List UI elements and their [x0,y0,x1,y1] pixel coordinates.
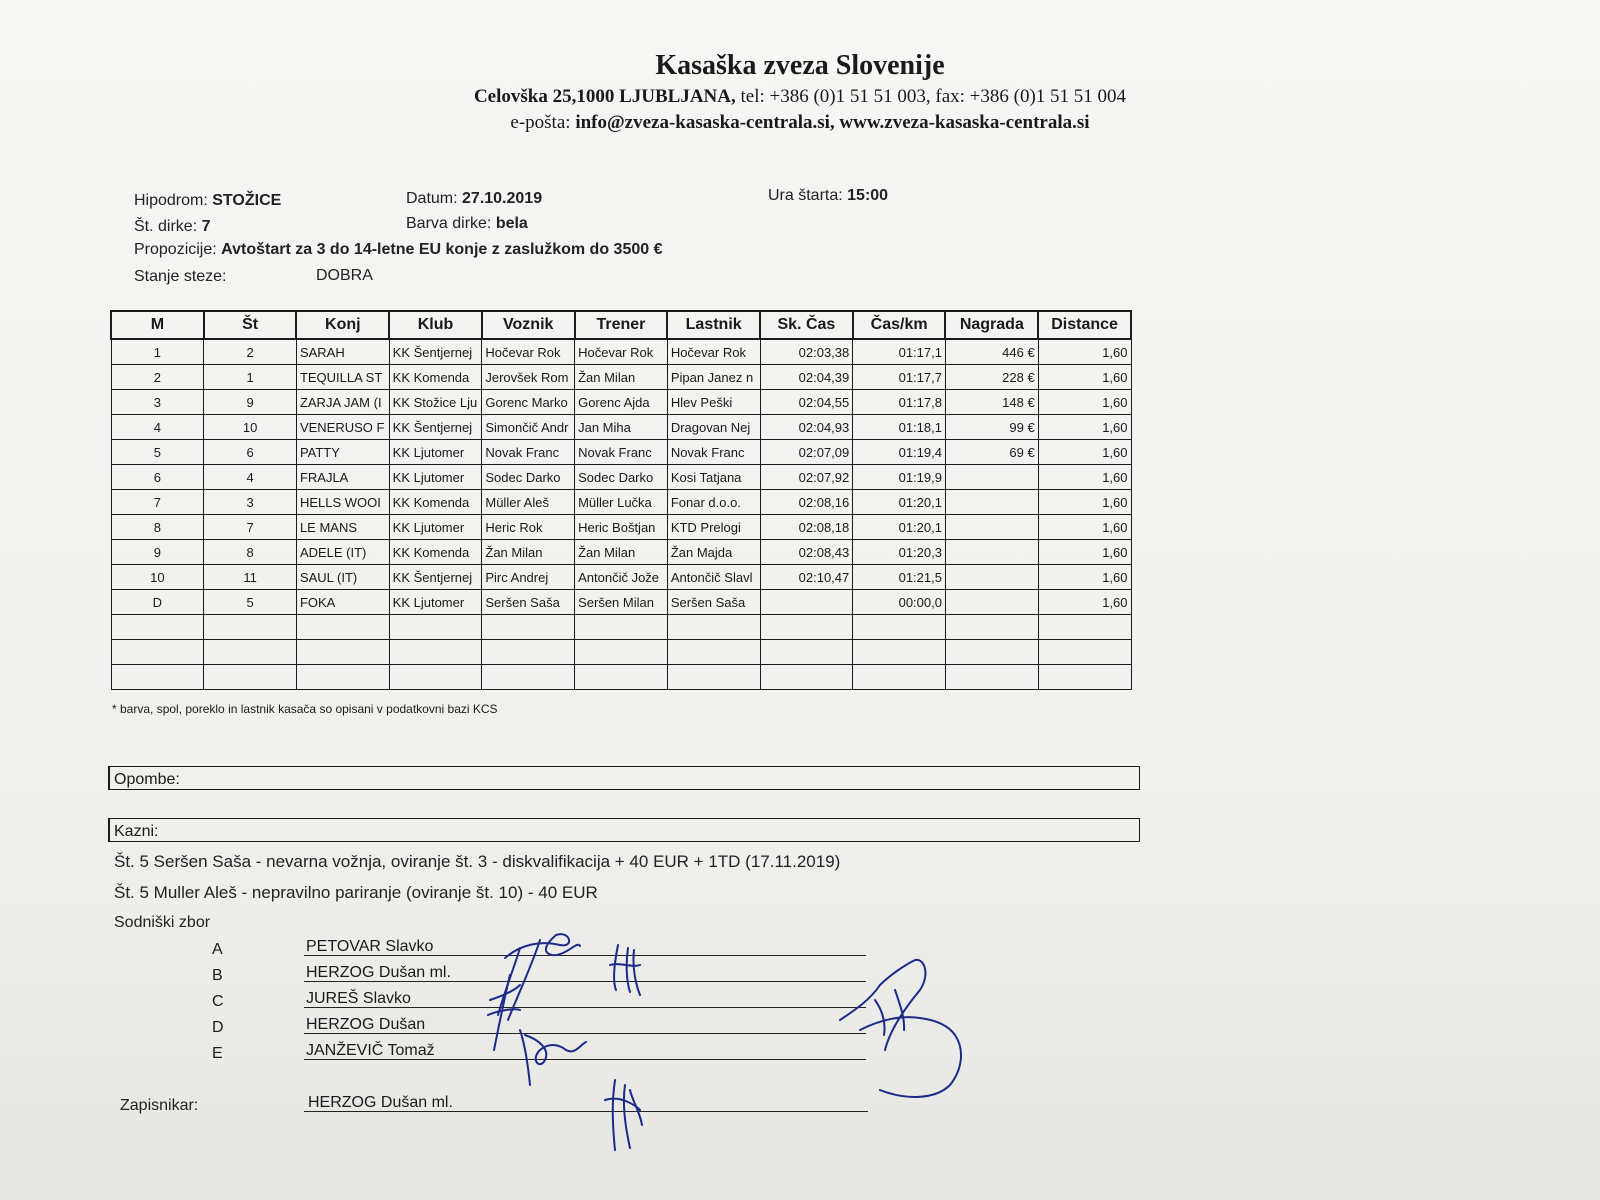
table-cell: 01:21,5 [853,565,946,590]
table-cell: 1,60 [1038,590,1131,615]
table-cell: 148 € [945,390,1038,415]
judge-name-a: PETOVAR Slavko [306,938,434,955]
table-cell: 10 [111,565,204,590]
table-cell: 01:19,9 [853,465,946,490]
table-cell: KK Šentjernej [389,565,482,590]
table-cell: Antončič Slavl [667,565,760,590]
table-cell: Pirc Andrej [482,565,575,590]
column-header: Klub [389,311,482,339]
table-cell: Seršen Saša [667,590,760,615]
table-cell: Seršen Milan [575,590,668,615]
signature-d [520,1030,586,1085]
table-cell: 5 [111,440,204,465]
table-cell: 1,60 [1038,415,1131,440]
table-cell: 3 [204,490,297,515]
table-cell: Žan Milan [575,540,668,565]
opombe-label: Opombe: [114,771,180,788]
table-cell: Müller Aleš [482,490,575,515]
table-cell: LE MANS [296,515,389,540]
email-label: e-pošta: [510,112,576,133]
table-cell: Simončič Andr [482,415,575,440]
table-cell: ADELE (IT) [296,540,389,565]
meta-stanje-label: Stanje steze: [134,268,227,285]
meta-stanje-value: DOBRA [316,267,373,284]
penalty-2: Št. 5 Muller Aleš - nepravilno pariranje (oviranje št. 10) - 40 EUR [114,883,598,902]
table-cell: 1,60 [1038,490,1131,515]
column-header: Voznik [482,311,575,339]
table-cell: 1,60 [1038,540,1131,565]
table-cell: 01:17,8 [853,390,946,415]
table-cell: VENERUSO F [296,415,389,440]
table-cell: Jan Miha [575,415,668,440]
column-header: M [111,311,204,339]
column-header: Sk. Čas [760,311,853,339]
table-cell: 1,60 [1038,390,1131,415]
table-cell: Novak Franc [667,440,760,465]
signature-recorder [605,1080,642,1150]
table-cell: Müller Lučka [575,490,668,515]
table-cell: 01:17,1 [853,339,946,365]
column-header: Nagrada [945,311,1038,339]
table-cell: Gorenc Marko [482,390,575,415]
propozicije-value: Avtoštart za 3 do 14-letne EU konje z zaslužkom do 3500 € [221,241,663,258]
table-cell: Novak Franc [575,440,668,465]
table-cell: 228 € [945,365,1038,390]
table-cell: 1,60 [1038,365,1131,390]
table-cell: FRAJLA [296,465,389,490]
table-cell: 1,60 [1038,565,1131,590]
table-cell: 446 € [945,339,1038,365]
column-header: Št [204,311,297,339]
table-cell: 2 [204,339,297,365]
table-cell: 1,60 [1038,465,1131,490]
judge-name-c: JUREŠ Slavko [306,990,411,1007]
table-cell: 99 € [945,415,1038,440]
table-cell: 02:07,92 [760,465,853,490]
table-cell: HELLS WOOI [296,490,389,515]
judge-letter-a: A [212,941,223,958]
column-header: Trener [575,311,668,339]
table-cell: 1,60 [1038,515,1131,540]
table-cell: 4 [111,415,204,440]
table-cell: 8 [204,540,297,565]
table-cell: Novak Franc [482,440,575,465]
table-cell: 1 [111,339,204,365]
table-cell: 6 [111,465,204,490]
table-cell: 11 [204,565,297,590]
table-cell: Hočevar Rok [667,339,760,365]
judge-name-e: JANŽEVIČ Tomaž [306,1042,435,1059]
footnote: * barva, spol, poreklo in lastnik kasača so opisani v podatkovni bazi KCS [112,702,498,716]
table-cell: PATTY [296,440,389,465]
table-cell: KK Šentjernej [389,339,482,365]
ura-value: 15:00 [847,187,889,204]
table-cell: Antončič Jože [575,565,668,590]
table-cell: Žan Majda [667,540,760,565]
table-cell: KK Ljutomer [389,515,482,540]
table-cell: 3 [111,390,204,415]
table-cell: KK Ljutomer [389,590,482,615]
address-contacts: tel: +386 (0)1 51 51 003, fax: +386 (0)1 51 51 004 [735,86,1127,107]
column-header: Lastnik [667,311,760,339]
table-cell: SARAH [296,339,389,365]
table-cell: KK Ljutomer [389,465,482,490]
hipodrom-label: Hipodrom: [134,192,213,209]
table-cell: 01:20,1 [853,490,946,515]
table-cell: 10 [204,415,297,440]
propozicije-label: Propozicije: [134,241,222,258]
table-cell: 02:08,16 [760,490,853,515]
table-cell: KK Ljutomer [389,440,482,465]
datum-value: 27.10.2019 [462,190,543,207]
table-cell: ZARJA JAM (I [296,390,389,415]
table-cell: Heric Boštjan [575,515,668,540]
barva-value: bela [495,215,528,232]
table-cell: KK Šentjernej [389,415,482,440]
table-cell: 9 [111,540,204,565]
table-cell: Žan Milan [575,365,668,390]
table-cell: TEQUILLA ST [296,365,389,390]
table-cell: KK Komenda [389,540,482,565]
table-cell: Seršen Saša [482,590,575,615]
table-cell: 02:07,09 [760,440,853,465]
table-cell: Sodec Darko [482,465,575,490]
judge-letter-d: D [212,1019,224,1036]
table-cell: 02:04,39 [760,365,853,390]
penalty-1: Št. 5 Seršen Saša - nevarna vožnja, oviranje št. 3 - diskvalifikacija + 40 EUR + 1TD (17.11.2019) [114,852,841,871]
table-cell: 01:17,7 [853,365,946,390]
table-cell: 2 [111,365,204,390]
table-cell: 01:20,1 [853,515,946,540]
ura-label: Ura štarta: [768,187,848,204]
column-header: Distance [1038,311,1131,339]
table-cell: Heric Rok [482,515,575,540]
table-cell: 6 [204,440,297,465]
table-cell: KK Komenda [389,365,482,390]
table-cell: 1,60 [1038,339,1131,365]
table-cell: 5 [204,590,297,615]
table-cell: 1,60 [1038,440,1131,465]
table-cell: D [111,590,204,615]
table-cell: Žan Milan [482,540,575,565]
table-cell: Sodec Darko [575,465,668,490]
table-cell: 9 [204,390,297,415]
table-cell: 02:08,43 [760,540,853,565]
dirka-label: Št. dirke: [134,218,202,235]
column-header: Čas/km [853,311,946,339]
barva-label: Barva dirke: [406,215,496,232]
table-cell: FOKA [296,590,389,615]
table-cell: Hočevar Rok [482,339,575,365]
table-cell: 02:10,47 [760,565,853,590]
dirka-value: 7 [201,218,211,235]
table-cell: Gorenc Ajda [575,390,668,415]
table-cell: 7 [204,515,297,540]
signature-e [840,960,961,1097]
table-cell: Jerovšek Rom [482,365,575,390]
table-cell: Fonar d.o.o. [667,490,760,515]
table-cell: 1 [204,365,297,390]
datum-label: Datum: [406,190,463,207]
organization-title: Kasaška zveza Slovenije [655,50,945,81]
recorder-name: HERZOG Dušan ml. [308,1094,453,1111]
table-cell: 02:04,55 [760,390,853,415]
judge-letter-b: B [212,967,223,984]
table-cell: Hlev Peški [667,390,760,415]
table-cell: Kosi Tatjana [667,465,760,490]
table-cell: 00:00,0 [853,590,946,615]
table-cell: 7 [111,490,204,515]
table-cell: Pipan Janez n [667,365,760,390]
signature-b [610,945,640,995]
hipodrom-value: STOŽICE [212,192,282,209]
judge-letter-e: E [212,1045,223,1062]
judges-label: Sodniški zbor [114,914,211,931]
table-cell: 02:04,93 [760,415,853,440]
column-header: Konj [296,311,389,339]
recorder-label: Zapisnikar: [120,1097,199,1114]
kazni-label: Kazni: [114,823,159,840]
judge-letter-c: C [212,993,224,1010]
table-cell: Dragovan Nej [667,415,760,440]
table-cell: KK Stožice Lju [389,390,482,415]
table-cell: 4 [204,465,297,490]
table-cell: 02:08,18 [760,515,853,540]
table-cell: Hočevar Rok [575,339,668,365]
table-cell: 01:20,3 [853,540,946,565]
table-cell: 01:18,1 [853,415,946,440]
judge-name-b: HERZOG Dušan ml. [306,964,451,981]
table-cell: 8 [111,515,204,540]
table-cell: KK Komenda [389,490,482,515]
judge-name-d: HERZOG Dušan [306,1016,426,1033]
table-cell: KTD Prelogi [667,515,760,540]
signature-c [488,975,520,1050]
table-cell: SAUL (IT) [296,565,389,590]
table-cell: 69 € [945,440,1038,465]
email-web: info@zveza-kasaska-centrala.si, www.zveza-kasaska-centrala.si [575,112,1090,133]
table-cell: 01:19,4 [853,440,946,465]
address-bold: Celovška 25,1000 LJUBLJANA, [473,86,736,107]
table-cell: 02:03,38 [760,339,853,365]
